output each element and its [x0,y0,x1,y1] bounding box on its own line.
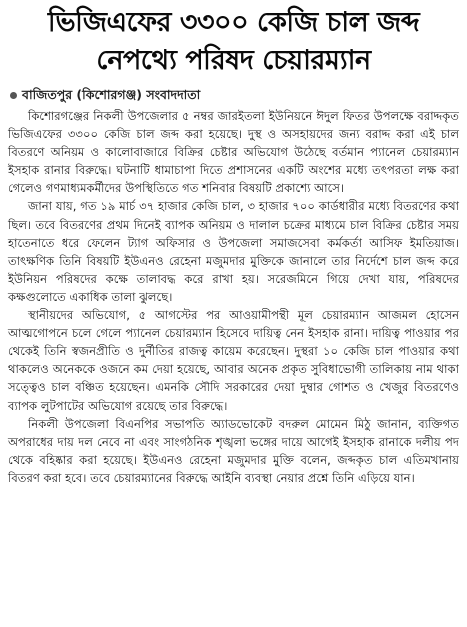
dateline [8,86,459,104]
headline-line-2: নেপথ্যে পরিষদ চেয়ারম্যান [96,45,371,76]
headline-line-1: ভিজিএফের ৩৩০০ কেজি চাল জব্দ [47,7,420,38]
article-body [8,107,459,487]
article-paragraph-4: নিকলী উপজেলা বিএনপির সভাপতি অ্যাডভোকেট বদরুল মোমেন মিঠু জানান, ব্যক্তিগত অপরাধের দায় দল নেবে না এবং সাংগঠনিক শৃঙ্খলা ভঙ্গের দায়ে আগেই ইসহাক রানাকে দলীয় পদ থেকে বহিষ্কার করা হয়েছে। ইউএনও রেহেনা মজুমদার মুক্তি বলেন, জব্দকৃত চাল এতিমখানায় বিতরণ করা হবে। তবে চেয়ারম্যানের বিরুদ্ধে আইনি ব্যবস্থা নেয়ার প্রশ্নে তিনি এড়িয়ে যান। [8,416,459,485]
article-paragraph-3: স্থানীয়দের অভিযোগ, ৫ আগস্টের পর আওয়ামীপন্থী মূল চেয়ারম্যান আজমল হোসেন আত্মগোপনে চলে গেলে প্যানেল চেয়ারম্যান হিসেবে দায়িত্ব নেন ইসহাক রানা। দায়িত্ব পাওয়ার পর থেকেই তিনি স্বজনপ্রীতি ও দুর্নীতির রাজত্ব কায়েম করেছেন। দুস্থরা ১০ কেজি চাল পাওয়ার কথা থাকলেও অনেককে ওজনে কম দেয়া হয়েছে, আবার অনেক প্রকৃত সুবিধাভোগী তালিকায় নাম থাকা সত্ত্বেও চাল বঞ্চিত হয়েছেন। এমনকি সৌদি সরকারের দেয়া দুম্বার গোশত ও খেজুর বিতরণেও ব্যাপক লুটপাটের অভিযোগ রয়েছে তার বিরুদ্ধে। [8,308,459,413]
dateline-text: বাজিতপুর (কিশোরগঞ্জ) সংবাদদাতা [22,87,201,102]
article-paragraph-1: কিশোরগঞ্জের নিকলী উপজেলার ৫ নম্বর জারইতলা ইউনিয়নে ঈদুল ফিতর উপলক্ষে বরাদ্দকৃত ভিজিএফের ৩৩০০ কেজি চাল জব্দ করা হয়েছে। দুস্থ ও অসহায়দের জন্য বরাদ্দ করা এই চাল বিতরণে অনিয়ম ও কালোবাজারে বিক্রির চেষ্টার অভিযোগ উঠেছে বর্তমান প্যানেল চেয়ারম্যান ইসহাক রানার বিরুদ্ধে। ঘটনাটি ধামাচাপা দিতে প্রশাসনের একটি অংশের মধ্যে তৎপরতা লক্ষ করা গেলেও গণমাধ্যমকর্মীদের উপস্থিতিতে গত শনিবার বিষয়টি প্রকাশ্যে আসে। [8,109,459,196]
article-headline [8,4,459,80]
bullet-dot-icon [10,92,17,99]
article-paragraph-2: জানা যায়, গত ১৯ মার্চ ৩৭ হাজার কেজি চাল, ৩ হাজার ৭০০ কার্ডধারীর মধ্যে বিতরণের কথা ছিল। তবে বিতরণের প্রথম দিনেই ব্যাপক অনিয়ম ও দালাল চক্রের মাধ্যমে চাল বিক্রির চেষ্টার সময় হাতেনাতে ধরে ফেলেন ট্যাগ অফিসার ও উপজেলা সমাজসেবা কর্মকর্তা আসিফ ইমতিয়াজ। তাৎক্ষণিক তিনি বিষয়টি ইউএনও রেহেনা মজুমদার মুক্তিকে জানালে তার নির্দেশে চাল জব্দ করে ইউনিয়ন পরিষদের কক্ষে তালাবদ্ধ করে রাখা হয়। সরেজমিনে গিয়ে দেখা যায়, পরিষদের কক্ষগুলোতে একাধিক তালা ঝুলছে। [8,199,459,304]
